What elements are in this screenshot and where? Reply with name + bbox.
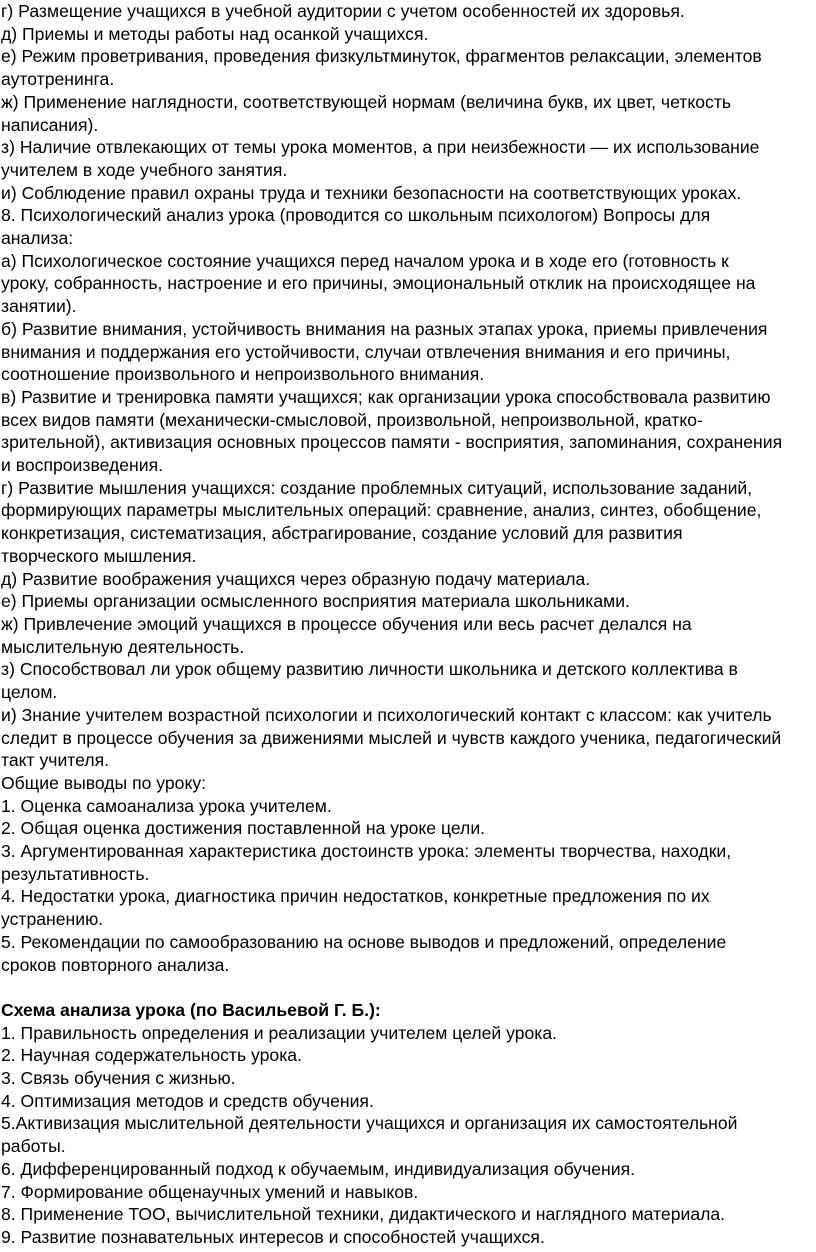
- text-line: 7. Формирование общенаучных умений и навыков.: [1, 1181, 419, 1202]
- text-line: ж) Применение наглядности, соответствующей нормам (величина букв, их цвет, четкость: [1, 91, 732, 112]
- text-line: 5. Рекомендации по самообразованию на основе выводов и предложений, определение: [1, 931, 727, 952]
- document-body-bottom: [1, 1022, 810, 1249]
- text-line: внимания и поддержания его устойчивости, случаи отвлечения внимания и его причины,: [1, 341, 731, 362]
- text-line: и) Соблюдение правил охраны труда и техники безопасности на соответствующих уроках.: [1, 182, 742, 203]
- text-line: сроков повторного анализа.: [1, 954, 230, 975]
- text-line: целом.: [1, 682, 58, 703]
- text-line: написания).: [1, 114, 99, 135]
- text-line: а) Психологическое состояние учащихся перед началом урока и в ходе его (готовность к: [1, 250, 729, 271]
- text-line: 1. Правильность определения и реализации учителем целей урока.: [1, 1022, 558, 1043]
- text-line: 2. Общая оценка достижения поставленной на уроке цели.: [1, 818, 486, 839]
- text-line: 4. Оптимизация методов и средств обучения.: [1, 1090, 374, 1111]
- text-line: д) Развитие воображения учащихся через образную подачу материала.: [1, 568, 591, 589]
- text-line: б) Развитие внимания, устойчивость внимания на разных этапах урока, приемы привлечения: [1, 318, 768, 339]
- text-line: творческого мышления.: [1, 545, 197, 566]
- text-line: 9. Развитие познавательных интересов и способностей учащихся.: [1, 1226, 545, 1247]
- section-heading: Схема анализа урока (по Васильевой Г. Б.):: [1, 999, 381, 1020]
- text-line: работы.: [1, 1136, 66, 1157]
- text-line: зрительной), активизация основных процессов памяти - восприятия, запоминания, сохранения: [1, 432, 783, 453]
- text-line: Общие выводы по уроку:: [1, 772, 207, 793]
- text-line: д) Приемы и методы работы над осанкой учащихся.: [1, 23, 429, 44]
- text-line: учителем в ходе учебного занятия.: [1, 159, 288, 180]
- document-body-top: [1, 0, 810, 976]
- text-line: конкретизация, систематизация, абстрагирование, создание условий для развития: [1, 523, 683, 544]
- text-line: уроку, собранность, настроение и его причины, эмоциональный отклик на происходящее на: [1, 273, 756, 294]
- text-line: в) Развитие и тренировка памяти учащихся; как организации урока способствовала развитию: [1, 386, 771, 407]
- text-line: 6. Дифференцированный подход к обучаемым, индивидуализация обучения.: [1, 1158, 635, 1179]
- text-line: ж) Привлечение эмоций учащихся в процессе обучения или весь расчет делался на: [1, 613, 692, 634]
- text-line: 8. Психологический анализ урока (проводится со школьным психологом) Вопросы для: [1, 205, 711, 226]
- text-line: всех видов памяти (механически-смысловой, произвольной, непроизвольной, кратко-: [1, 409, 703, 430]
- text-line: е) Приемы организации осмысленного восприятия материала школьниками.: [1, 591, 630, 612]
- text-line: соотношение произвольного и непроизвольного внимания.: [1, 364, 485, 385]
- text-line: формирующих параметры мыслительных операций: сравнение, анализ, синтез, обобщение,: [1, 500, 762, 521]
- text-line: 3. Связь обучения с жизнью.: [1, 1068, 236, 1089]
- text-line: г) Размещение учащихся в учебной аудитории с учетом особенностей их здоровья.: [1, 1, 685, 21]
- text-line: г) Развитие мышления учащихся: создание проблемных ситуаций, использование заданий,: [1, 477, 753, 498]
- text-line: 4. Недостатки урока, диагностика причин недостатков, конкретные предложения по их: [1, 886, 710, 907]
- text-line: 1. Оценка самоанализа урока учителем.: [1, 795, 332, 816]
- text-line: такт учителя.: [1, 750, 110, 771]
- text-line: з) Способствовал ли урок общему развитию личности школьника и детского коллектива в: [1, 659, 738, 680]
- text-line: и воспроизведения.: [1, 455, 163, 476]
- text-line: результативность.: [1, 863, 150, 884]
- text-line: 2. Научная содержательность урока.: [1, 1045, 302, 1066]
- text-line: устранению.: [1, 909, 104, 930]
- text-line: з) Наличие отвлекающих от темы урока моментов, а при неизбежности — их использование: [1, 137, 760, 158]
- text-line: анализа:: [1, 228, 74, 249]
- text-line: 5.Активизация мыслительной деятельности учащихся и организация их самостоятельной: [1, 1113, 738, 1134]
- text-line: следит в процессе обучения за движениями мыслей и чувств каждого ученика, педагогический: [1, 727, 782, 748]
- text-line: мыслительную деятельность.: [1, 636, 245, 657]
- text-line: и) Знание учителем возрастной психологии и психологический контакт с классом: как учитель: [1, 704, 772, 725]
- blank-line: [1, 976, 810, 999]
- text-line: аутотренинга.: [1, 69, 115, 90]
- text-line: занятии).: [1, 296, 77, 317]
- text-line: 3. Аргументированная характеристика достоинств урока: элементы творчества, находки,: [1, 841, 732, 862]
- text-line: е) Режим проветривания, проведения физкультминуток, фрагментов релаксации, элементов: [1, 46, 762, 67]
- text-line: 8. Применение ТОО, вычислительной техники, дидактического и наглядного материала.: [1, 1204, 726, 1225]
